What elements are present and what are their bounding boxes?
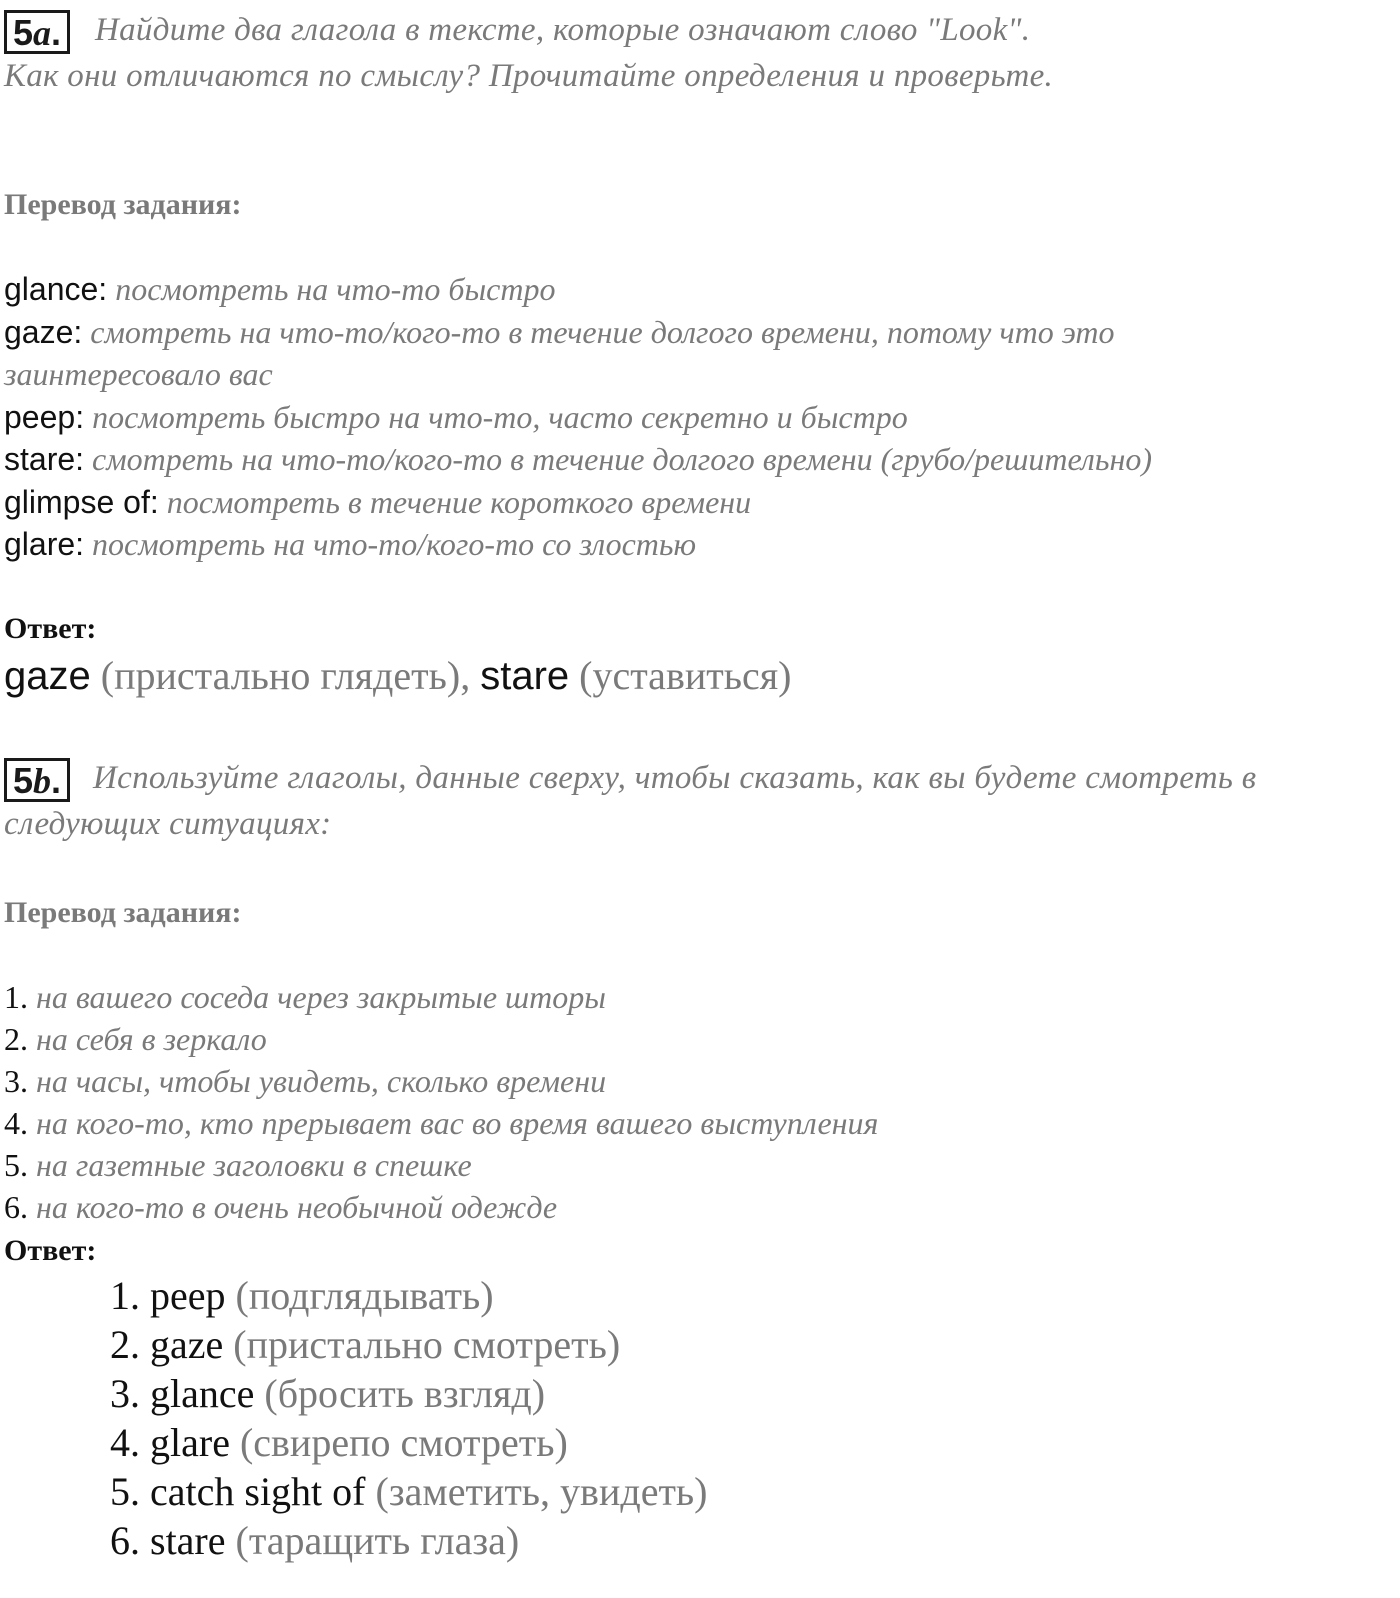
answer-word: catch sight of	[150, 1469, 366, 1514]
definition-term: gaze:	[4, 313, 83, 350]
situation-number: 1.	[4, 979, 28, 1015]
definition-desc: заинтересовало вас	[4, 356, 273, 392]
definitions-list	[4, 268, 1152, 566]
definition-term: peep:	[4, 398, 85, 435]
answer-item	[110, 1369, 708, 1418]
situation-number: 5.	[4, 1147, 28, 1183]
answer-number: 5.	[110, 1469, 140, 1514]
definition-desc: посмотреть на что-то быстро	[115, 271, 556, 307]
answer-5a	[4, 652, 791, 699]
answer-translation: (таращить глаза)	[235, 1518, 520, 1563]
badge-letter: a	[33, 13, 52, 53]
answer-word: glance	[150, 1371, 255, 1416]
situation-number: 4.	[4, 1105, 28, 1141]
answer-number: 2.	[110, 1322, 140, 1367]
definition-row	[4, 481, 1152, 524]
definition-desc: посмотреть на что-то/кого-то со злостью	[92, 526, 697, 562]
definition-term: glare:	[4, 526, 85, 562]
answer-word: glare	[150, 1420, 230, 1465]
definition-desc: смотреть на что-то/кого-то в течение долгого времени (грубо/решительно)	[92, 441, 1152, 477]
situation-text: на кого-то в очень необычной одежде	[36, 1189, 558, 1225]
answer-number: 1.	[110, 1273, 140, 1318]
badge-dot: .	[51, 12, 62, 53]
answer-word: peep	[150, 1273, 226, 1318]
task-5b-line1: Используйте глаголы, данные сверху, чтобы сказать, как вы будете смотреть в	[93, 760, 1257, 796]
answer-word: gaze	[4, 654, 91, 698]
task-5b-line2: следующих ситуациях:	[4, 806, 332, 842]
answer-label-5b: Ответ:	[4, 1234, 97, 1267]
situation-text: на газетные заголовки в спешке	[36, 1147, 472, 1183]
answer-item	[110, 1418, 708, 1467]
definition-row	[4, 438, 1152, 481]
answer-translation: (заметить, увидеть)	[375, 1469, 708, 1514]
situation-number: 2.	[4, 1021, 28, 1057]
definition-row	[4, 396, 1152, 439]
situation-text: на вашего соседа через закрытые шторы	[36, 979, 606, 1015]
answer-number: 6.	[110, 1518, 140, 1563]
translation-header-5a: Перевод задания:	[4, 188, 242, 221]
task-5a-line2: Как они отличаются по смыслу? Прочитайте определения и проверьте.	[4, 58, 1054, 94]
answer-translation: (пристально смотреть)	[233, 1322, 621, 1367]
answer-word: stare	[150, 1518, 226, 1563]
situation-item	[4, 1102, 878, 1144]
definition-term: stare:	[4, 441, 85, 477]
situation-text: на кого-то, кто прерывает вас во время вашего выступления	[36, 1105, 879, 1141]
situation-item	[4, 976, 878, 1018]
definition-desc: посмотреть быстро на что-то, часто секретно и быстро	[92, 398, 908, 435]
exercise-5b-badge	[4, 758, 70, 802]
answers-list	[110, 1271, 708, 1565]
situations-list	[4, 976, 878, 1228]
answer-item	[110, 1320, 708, 1369]
answer-word: gaze	[150, 1322, 224, 1367]
situation-text: на часы, чтобы увидеть, сколько времени	[36, 1063, 607, 1099]
answer-number: 3.	[110, 1371, 140, 1416]
definition-row	[4, 523, 1152, 566]
situation-number: 6.	[4, 1189, 28, 1225]
answer-item	[110, 1516, 708, 1565]
translation-header-5b: Перевод задания:	[4, 896, 242, 929]
situation-number: 3.	[4, 1063, 28, 1099]
definition-row	[4, 353, 1152, 396]
exercise-5a-badge	[4, 10, 70, 54]
definition-desc: смотреть на что-то/кого-то в течение долгого времени, потому что это	[90, 313, 1115, 350]
badge-number: 5	[13, 760, 34, 801]
answer-word: stare	[480, 654, 570, 698]
answer-number: 4.	[110, 1420, 140, 1465]
task-5a-line1: Найдите два глагола в тексте, которые означают слово "Look".	[95, 12, 1031, 48]
definition-row	[4, 311, 1152, 354]
answer-translation: (подглядывать)	[235, 1273, 494, 1318]
definition-term: glimpse of:	[4, 483, 159, 520]
answer-translation: (бросить взгляд)	[264, 1371, 546, 1416]
situation-item	[4, 1060, 878, 1102]
answer-translation: (свирепо смотреть)	[239, 1420, 568, 1465]
situation-item	[4, 1186, 878, 1228]
situation-item	[4, 1018, 878, 1060]
situation-item	[4, 1144, 878, 1186]
situation-text: на себя в зеркало	[36, 1021, 267, 1057]
badge-dot: .	[51, 760, 62, 801]
definition-desc: посмотреть в течение короткого времени	[166, 483, 752, 520]
badge-letter: b	[33, 761, 52, 801]
answer-translation: (уставиться)	[579, 653, 792, 698]
answer-item	[110, 1467, 708, 1516]
answer-item	[110, 1271, 708, 1320]
badge-number: 5	[13, 12, 34, 53]
answer-label-5a: Ответ:	[4, 612, 97, 645]
definition-term: glance:	[4, 271, 108, 307]
answer-translation: (пристально глядеть),	[100, 653, 471, 698]
definition-row	[4, 268, 1152, 311]
